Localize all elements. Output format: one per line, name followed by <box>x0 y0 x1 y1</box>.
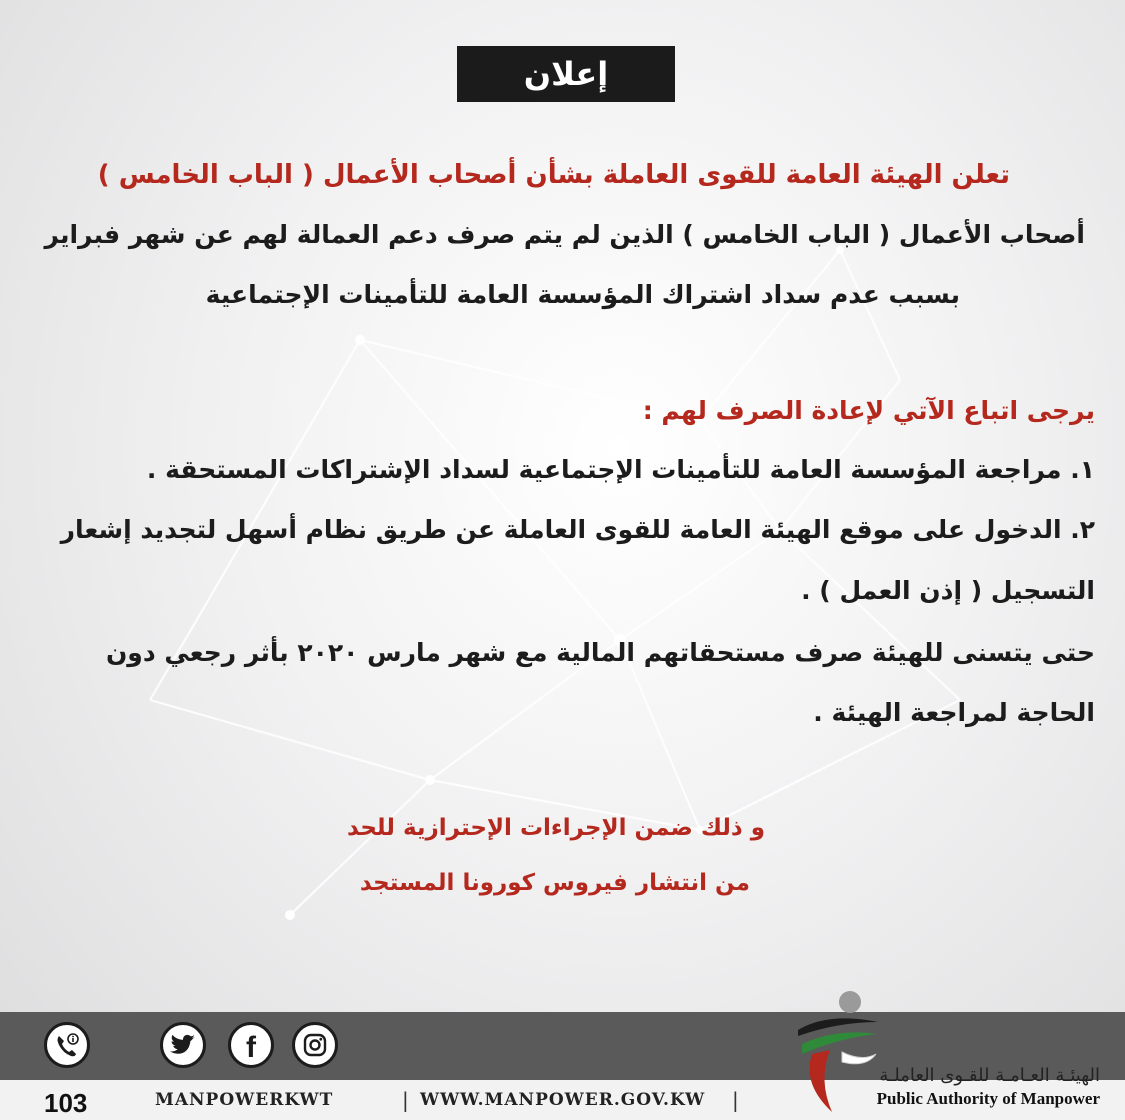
note-line-2: من انتشار فيروس كورونا المستجد <box>359 870 750 896</box>
step-2-line-1: ٢. الدخول على موقع الهيئة العامة للقوى العاملة عن طريق نظام أسهل لتجديد إشعار <box>60 515 1095 544</box>
note-line-1: و ذلك ضمن الإجراءات الإحترازية للحد <box>347 815 765 841</box>
body-line-1: أصحاب الأعمال ( الباب الخامس ) الذين لم يتم صرف دعم العمالة لهم عن شهر فبراير <box>44 220 1085 249</box>
phone-info-icon[interactable] <box>44 1022 90 1068</box>
separator-left: | <box>402 1088 409 1112</box>
facebook-icon[interactable]: f <box>228 1022 274 1068</box>
headline: تعلن الهيئة العامة للقوى العاملة بشأن أصحاب الأعمال ( الباب الخامس ) <box>97 160 1010 190</box>
separator-right: | <box>732 1088 739 1112</box>
step-1: ١. مراجعة المؤسسة العامة للتأمينات الإجتماعية لسداد الإشتراكات المستحقة . <box>146 455 1095 484</box>
closing-line-2: الحاجة لمراجعة الهيئة . <box>813 698 1095 727</box>
instructions-heading: يرجى اتباع الآتي لإعادة الصرف لهم : <box>642 396 1095 425</box>
closing-line-1: حتى يتسنى للهيئة صرف مستحقاتهم المالية مع شهر مارس ٢٠٢٠ بأثر رجعي دون <box>105 638 1095 667</box>
org-name-english: Public Authority of Manpower <box>876 1089 1100 1108</box>
social-handle: MANPOWERKWT <box>155 1090 334 1110</box>
announcement-title: إعلان <box>457 46 675 102</box>
twitter-icon[interactable] <box>160 1022 206 1068</box>
step-2-line-2: التسجيل ( إذن العمل ) . <box>801 576 1095 605</box>
org-name-arabic: الهيئـة العـامـة للقـوى العاملـة <box>879 1065 1100 1086</box>
instagram-icon[interactable] <box>292 1022 338 1068</box>
body-line-2: بسبب عدم سداد اشتراك المؤسسة العامة للتأمينات الإجتماعية <box>205 280 960 309</box>
hotline-number: 103 <box>44 1088 88 1118</box>
website-link[interactable]: WWW.MANPOWER.GOV.KW <box>420 1090 706 1110</box>
